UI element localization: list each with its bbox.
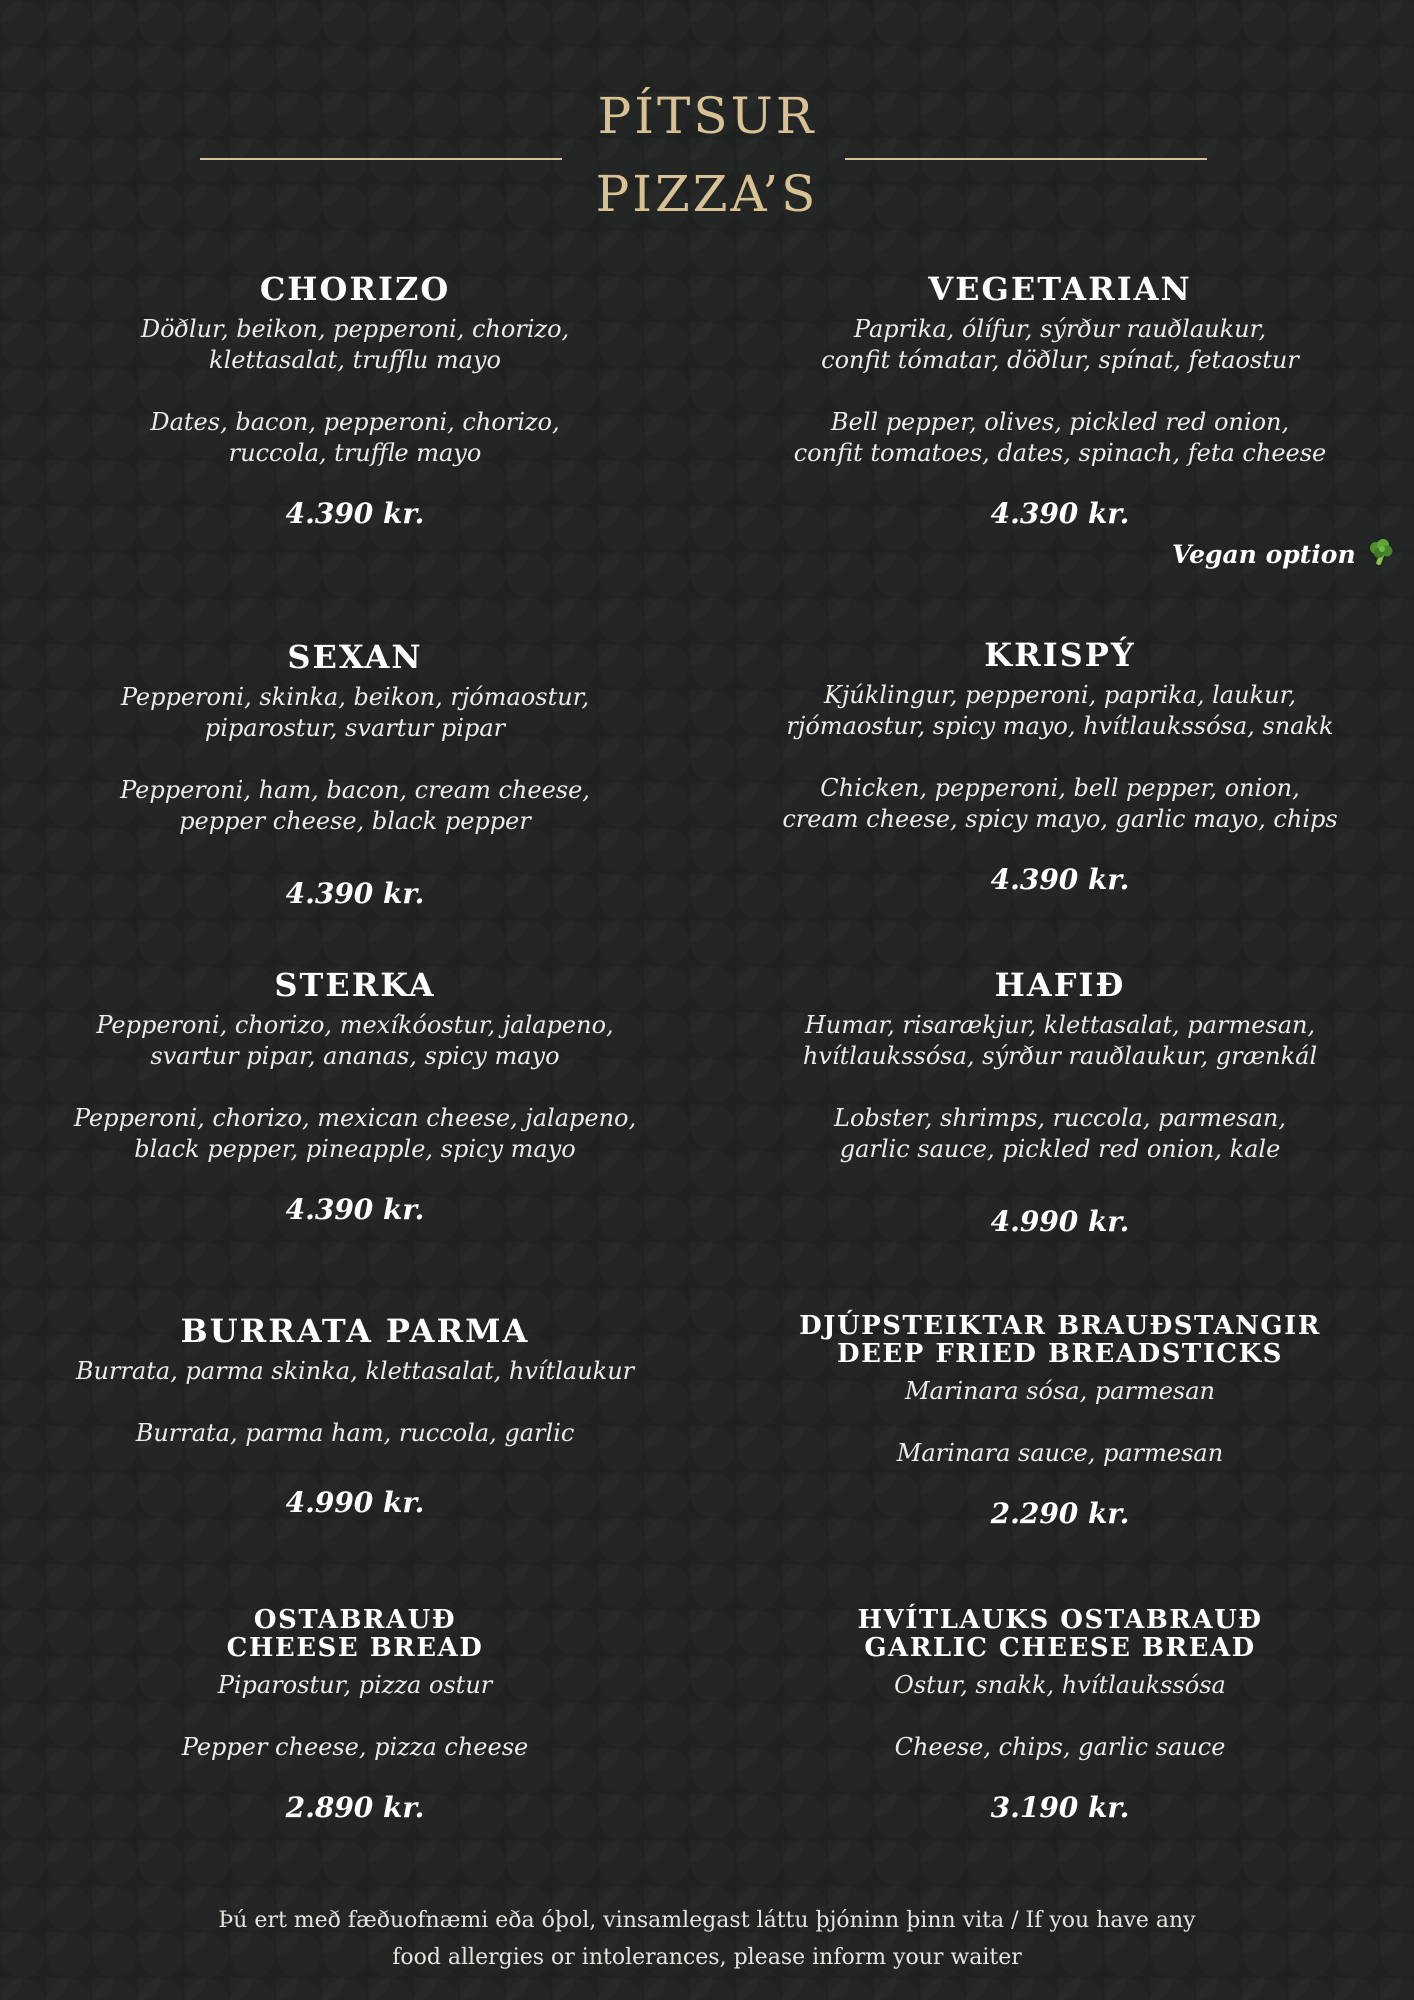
item-name: KRISPÝ <box>984 636 1136 674</box>
item-name: SEXAN <box>287 638 423 676</box>
menu-header <box>0 78 1414 238</box>
item-name: CHORIZO <box>259 270 451 308</box>
item-price: 4.390 kr. <box>285 877 425 910</box>
item-price: 3.190 kr. <box>990 1791 1130 1824</box>
menu-item-sexan <box>40 640 670 911</box>
menu-item-burrata-parma <box>40 1314 670 1520</box>
item-price: 4.390 kr. <box>285 497 425 530</box>
item-description-icelandic: Pepperoni, chorizo, mexíkóostur, jalapeno, svartur pipar, ananas, spicy mayo <box>96 1011 614 1070</box>
item-description-icelandic: Paprika, ólífur, sýrður rauðlaukur, confit tómatar, döðlur, spínat, fetaostur <box>821 315 1299 374</box>
item-price: 4.390 kr. <box>990 497 1130 530</box>
item-description-english: Dates, bacon, pepperoni, chorizo, ruccola, truffle mayo <box>150 408 560 467</box>
item-name: VEGETARIAN <box>928 270 1192 308</box>
item-description-english: Pepperoni, ham, bacon, cream cheese, pepper cheese, black pepper <box>120 776 590 835</box>
item-description-icelandic: Piparostur, pizza ostur <box>217 1671 493 1699</box>
menu-item-vegetarian <box>735 272 1385 531</box>
item-name-icelandic: DJÚPSTEIKTAR BRAUÐSTANGIR <box>799 1311 1321 1341</box>
header-rule-right <box>845 158 1207 160</box>
item-description-english: Lobster, shrimps, ruccola, parmesan, garlic sauce, pickled red onion, kale <box>834 1104 1286 1163</box>
item-description-icelandic: Döðlur, beikon, pepperoni, chorizo, klettasalat, trufflu mayo <box>140 315 570 374</box>
item-description-english: Cheese, chips, garlic sauce <box>894 1733 1226 1761</box>
item-price: 2.890 kr. <box>285 1791 425 1824</box>
item-price: 4.990 kr. <box>990 1205 1130 1238</box>
menu-item-garlic-cheese-bread <box>735 1606 1385 1825</box>
header-rule-left <box>200 158 562 160</box>
item-name-english: DEEP FRIED BREADSTICKS <box>837 1339 1283 1369</box>
menu-item-chorizo <box>40 272 670 531</box>
menu-item-sterka <box>40 968 670 1227</box>
item-description-english: Chicken, pepperoni, bell pepper, onion, cream cheese, spicy mayo, garlic mayo, chips <box>782 774 1338 833</box>
item-name: STERKA <box>274 966 436 1004</box>
item-name-english: GARLIC CHEESE BREAD <box>864 1633 1256 1663</box>
broccoli-icon <box>1364 536 1396 577</box>
item-price: 2.290 kr. <box>990 1497 1130 1530</box>
vegan-option-note <box>1172 536 1396 577</box>
allergy-notice <box>0 1902 1414 1976</box>
page-title-icelandic: PÍTSUR <box>597 87 817 145</box>
item-description-english: Bell pepper, olives, pickled red onion, confit tomatoes, dates, spinach, feta cheese <box>793 408 1327 467</box>
item-name-icelandic: OSTABRAUÐ <box>253 1605 457 1635</box>
item-description-english: Marinara sauce, parmesan <box>896 1439 1224 1467</box>
menu-item-krispy <box>735 638 1385 897</box>
item-name: HAFIÐ <box>994 966 1126 1004</box>
item-name-icelandic: HVÍTLAUKS OSTABRAUÐ <box>857 1605 1263 1635</box>
item-price: 4.390 kr. <box>285 1193 425 1226</box>
item-description-english: Pepperoni, chorizo, mexican cheese, jalapeno, black pepper, pineapple, spicy mayo <box>73 1104 637 1163</box>
menu-item-cheese-bread <box>40 1606 670 1825</box>
menu-item-hafid <box>735 968 1385 1239</box>
item-description-icelandic: Kjúklingur, pepperoni, paprika, laukur, rjómaostur, spicy mayo, hvítlaukssósa, snakk <box>786 681 1334 740</box>
item-description-icelandic: Pepperoni, skinka, beikon, rjómaostur, piparostur, svartur pipar <box>120 683 590 742</box>
item-name: BURRATA PARMA <box>180 1312 530 1350</box>
item-description-english: Burrata, parma ham, ruccola, garlic <box>135 1419 575 1447</box>
menu-item-breadsticks <box>735 1312 1385 1531</box>
item-description-icelandic: Marinara sósa, parmesan <box>904 1377 1216 1405</box>
item-name-english: CHEESE BREAD <box>226 1633 484 1663</box>
allergy-notice-line-1: Þú ert með fæðuofnæmi eða óþol, vinsamlegast láttu þjóninn þinn vita / If you have any <box>218 1908 1196 1933</box>
item-description-english: Pepper cheese, pizza cheese <box>181 1733 529 1761</box>
item-price: 4.390 kr. <box>990 863 1130 896</box>
allergy-notice-line-2: food allergies or intolerances, please inform your waiter <box>392 1945 1022 1970</box>
item-description-icelandic: Burrata, parma skinka, klettasalat, hvítlaukur <box>75 1357 635 1385</box>
vegan-option-label: Vegan option <box>1172 540 1356 569</box>
page-title-english: PIZZA’S <box>595 165 819 223</box>
item-description-icelandic: Ostur, snakk, hvítlaukssósa <box>894 1671 1226 1699</box>
item-description-icelandic: Humar, risarækjur, klettasalat, parmesan, hvítlaukssósa, sýrður rauðlaukur, grænkál <box>802 1011 1318 1070</box>
item-price: 4.990 kr. <box>285 1486 425 1519</box>
